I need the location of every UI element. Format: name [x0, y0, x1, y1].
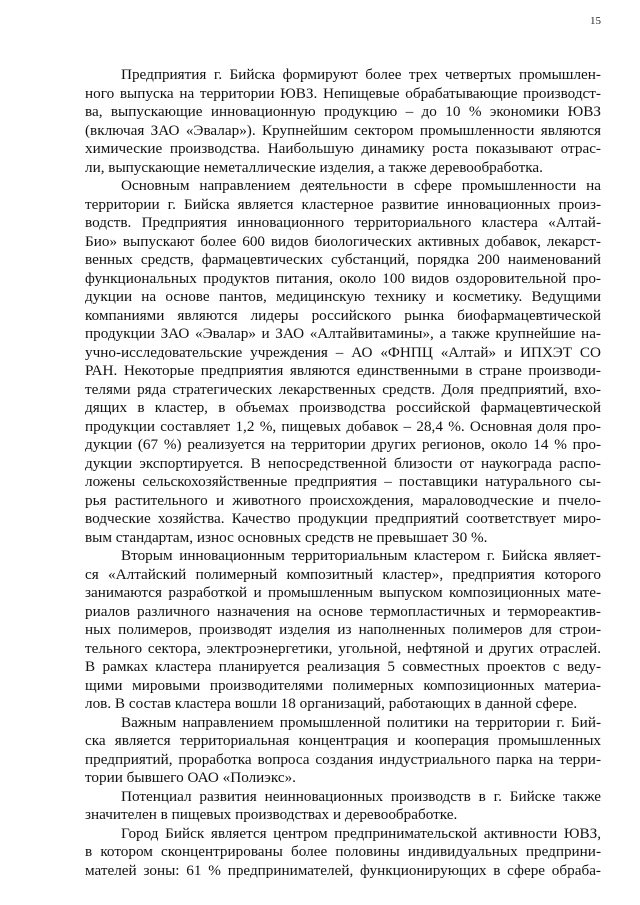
text-line: Био» выпускают более 600 видов биологических активных добавок, лекарст- — [85, 232, 601, 250]
text-line: Вторым инновационным территориальным кластером г. Бийска являет- — [121, 547, 601, 564]
text-line: тельного сектора, электроэнергетики, угольной, нефтяной и других отраслей. — [85, 639, 601, 657]
text-line: рья растительного и животного происхождения, мараловодческие и пчело- — [85, 491, 601, 509]
text-line: щими мировыми производителями полимерных композиционных материа- — [85, 676, 601, 694]
text-line: дящих в кластер, в объемах производства российской фармацевтической — [85, 399, 601, 416]
page-number: 15 — [590, 15, 601, 27]
text-line: мателей зоны: 61 % предпринимателей, функционирующих в сфере обраба- — [85, 861, 601, 879]
text-line: ложены сельскохозяйственные предприятия – поставщики натурального сы- — [85, 473, 601, 490]
text-line: Предприятия г. Бийска формируют более трех четвертых промышлен- — [121, 66, 601, 83]
text-line: занимаются разработкой и промышленным выпуском композиционных мате- — [85, 584, 601, 601]
text-line: РАН. Некоторые предприятия являются единственными в стране производи- — [85, 362, 601, 379]
text-line: дукции экспортируется. В непосредственной близости от наукограда распо- — [85, 454, 601, 472]
text-line: ся «Алтайский полимерный композитный кластер», предприятия которого — [85, 565, 601, 583]
text-line: территории г. Бийска является кластерное развитие инновационных произ- — [85, 195, 601, 213]
text-line: функциональных продуктов питания, около 100 видов оздоровительной про- — [85, 269, 601, 287]
text-line: водств. Предприятия инновационного территориального кластера «Алтай- — [85, 214, 601, 231]
text-line: Важным направлением промышленной политики на территории г. Бий- — [121, 713, 601, 731]
text-line: учно-исследовательские учреждения – АО «ФНПЦ «Алтай» и ИПХЭТ СО — [85, 343, 601, 361]
text-line: дукции (67 %) реализуется на территории других регионов, около 14 % про- — [85, 436, 601, 453]
text-line: ных полимеров, производят изделия из наполненных полимеров для строи- — [85, 621, 601, 638]
text-line: дукции на основе пантов, медицинскую технику и косметику. Ведущими — [85, 288, 601, 305]
text-line: В рамках кластера планируется реализация 5 совместных проектов с веду- — [85, 658, 601, 675]
text-line: лов. В состав кластера вошли 18 организаций, работающих в данной сфере. — [85, 695, 578, 712]
text-line: продукции ЗАО «Эвалар» и ЗАО «Алтайвитамины», а также крупнейшие на- — [85, 325, 601, 342]
text-line: вым стандартам, износ основных средств не превышает 30 %. — [85, 528, 488, 546]
text-line: компаниями являются лидеры российского рынка биофармацевтической — [85, 306, 601, 324]
text-line: ва, выпускающие инновационную продукцию – до 10 % экономики ЮВЗ — [85, 103, 601, 120]
text-line: телями ряда стратегических лекарственных средств. Доля предприятий, вхо- — [85, 380, 601, 398]
text-line: (включая ЗАО «Эвалар»). Крупнейшим сектором промышленности являются — [85, 121, 601, 139]
text-line: риалов различного назначения на основе термопластичных и термореактив- — [85, 602, 601, 620]
text-line: Потенциал развития неинновационных производств в г. Бийске также — [121, 787, 601, 805]
text-line: в котором сконцентрированы более половины индивидуальных предприни- — [85, 843, 601, 860]
text-line: предприятий, проработка вопроса создания индустриального парка на терри- — [85, 750, 601, 768]
text-line: Город Бийск является центром предпринимательской активности ЮВЗ, — [121, 824, 601, 842]
text-line: значителен в пищевых производствах и деревообработке. — [85, 806, 458, 823]
document-body — [85, 66, 601, 880]
text-line: продукции составляет 1,2 %, пищевых добавок – 28,4 %. Основная доля про- — [85, 417, 601, 435]
text-line: Основным направлением деятельности в сфере промышленности на — [121, 177, 601, 194]
text-line: ли, выпускающие неметаллические изделия, а также деревообработка. — [85, 158, 543, 176]
text-line: химические производства. Наибольшую динамику роста показывают отрас- — [85, 140, 601, 157]
text-line: тории бывшего ОАО «Полиэкс». — [85, 769, 296, 786]
text-line: ска является территориальная концентрация и кооперация промышленных — [85, 732, 601, 749]
text-line: ного выпуска на территории ЮВЗ. Непищевые обрабатывающие производст- — [85, 84, 601, 102]
text-line: водческие хозяйства. Качество продукции предприятий соответствует миро- — [85, 510, 601, 527]
text-line: венных средств, фармацевтических субстанций, порядка 200 наименований — [85, 251, 601, 268]
